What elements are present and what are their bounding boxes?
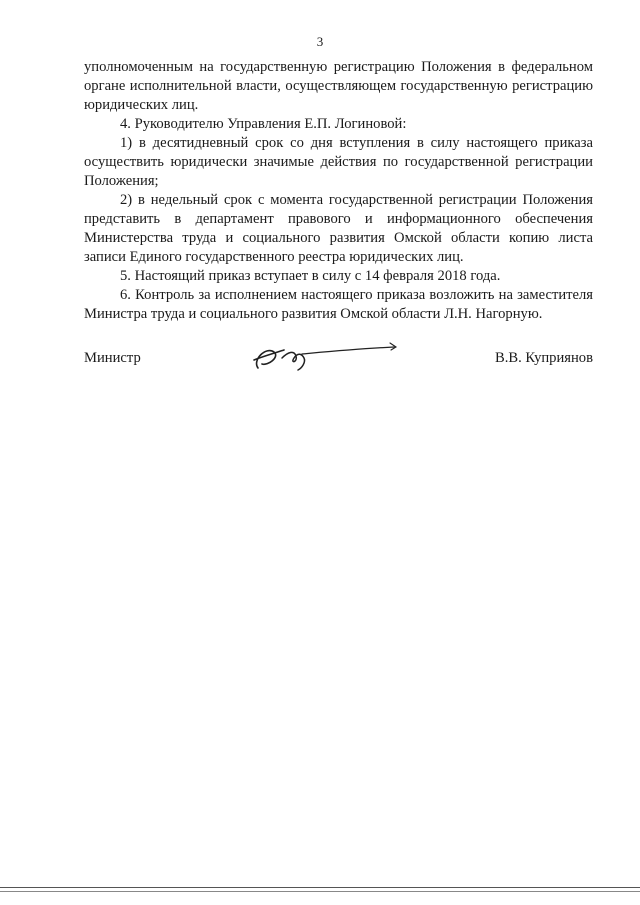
paragraph-6: 6. Контроль за исполнением настоящего приказа возложить на заместителя Министра труда и социального развития Омской области Л.Н. Нагорную.	[84, 287, 593, 322]
document-body	[84, 58, 593, 324]
signature-block	[84, 338, 593, 378]
paragraph-2: 4. Руководителю Управления Е.П. Логиновой:	[120, 116, 407, 132]
page-number: 3	[316, 34, 324, 49]
paragraph-4: 2) в недельный срок с момента государственной регистрации Положения представить в департамент правового и информационного обеспечения Министерства труда и социального развития Омской области копию листа записи Единого государственного реестра юридических лиц.	[84, 192, 593, 265]
paragraph-1: уполномоченным на государственную регистрацию Положения в федеральном органе исполнительной власти, осуществляющем государственную регистрацию юридических лиц.	[84, 59, 593, 113]
paragraph-5: 5. Настоящий приказ вступает в силу с 14 февраля 2018 года.	[120, 268, 501, 284]
page-bottom-rule	[0, 887, 640, 888]
page-bottom-rule-secondary	[0, 891, 640, 892]
paragraph-3: 1) в десятидневный срок со дня вступления в силу настоящего приказа осуществить юридически значимые действия по государственной регистрации Положения;	[84, 135, 593, 189]
signer-name: В.В. Куприянов	[495, 350, 593, 366]
signer-title: Министр	[84, 350, 141, 366]
handwritten-signature	[244, 338, 404, 374]
